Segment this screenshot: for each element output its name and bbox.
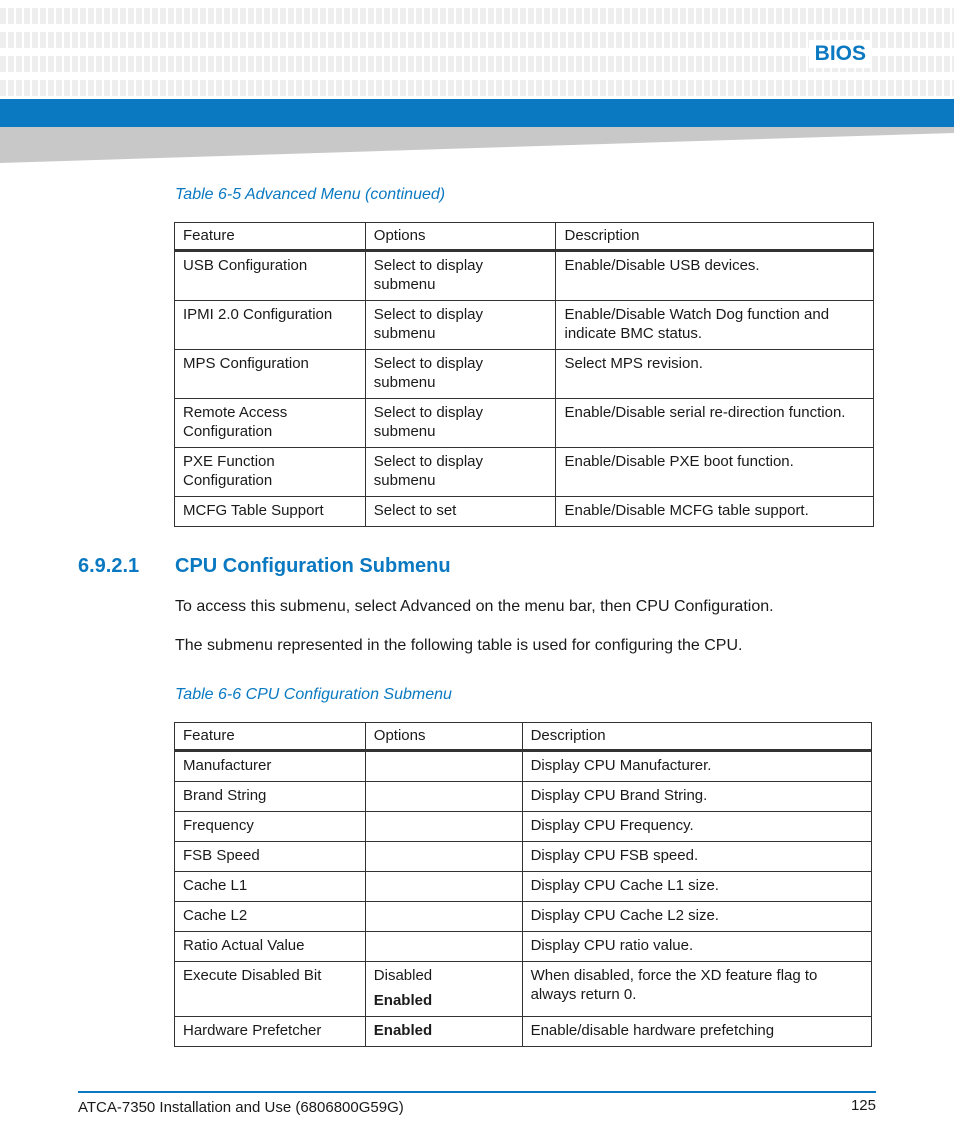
options-cell — [365, 932, 522, 962]
table-row — [175, 812, 872, 842]
feature-cell: MCFG Table Support — [175, 497, 366, 527]
table-header-row — [175, 723, 872, 751]
options-cell — [365, 448, 556, 497]
option-value: Select to display submenu — [373, 306, 484, 342]
table-row — [175, 399, 874, 448]
table-header-row — [175, 223, 874, 251]
feature-cell: MPS Configuration — [175, 350, 366, 399]
table-row — [175, 902, 872, 932]
table-row — [175, 872, 872, 902]
feature-cell: Manufacturer — [175, 751, 366, 782]
feature-cell: USB Configuration — [175, 251, 366, 301]
table-row — [175, 751, 872, 782]
option-value: Select to display submenu — [373, 404, 484, 440]
table-row — [175, 962, 872, 1017]
options-cell — [365, 350, 556, 399]
option-value: Select to display submenu — [373, 257, 484, 293]
description-cell: Display CPU Cache L1 size. — [522, 872, 871, 902]
feature-cell: Cache L1 — [175, 872, 366, 902]
chapter-label: BIOS — [809, 40, 872, 68]
feature-cell: FSB Speed — [175, 842, 366, 872]
advanced-menu-table — [174, 222, 874, 527]
description-cell: Enable/Disable MCFG table support. — [556, 497, 874, 527]
option-value: Enabled — [373, 1022, 433, 1039]
options-cell — [365, 751, 522, 782]
option-value: Disabled — [373, 967, 433, 984]
feature-cell: Cache L2 — [175, 902, 366, 932]
options-cell — [365, 842, 522, 872]
footer-document-title: ATCA-7350 Installation and Use (6806800G59G) — [78, 1099, 404, 1116]
table-row — [175, 350, 874, 399]
feature-cell: Frequency — [175, 812, 366, 842]
option-value: Select to display submenu — [373, 355, 484, 391]
table-row — [175, 251, 874, 301]
column-header: Options — [365, 223, 556, 251]
description-cell: Display CPU Cache L2 size. — [522, 902, 871, 932]
description-cell: Select MPS revision. — [556, 350, 874, 399]
table-row — [175, 842, 872, 872]
table-row — [175, 497, 874, 527]
description-cell: Enable/Disable Watch Dog function and indicate BMC status. — [556, 301, 874, 350]
description-cell: Enable/disable hardware prefetching — [522, 1017, 871, 1047]
column-header: Feature — [175, 723, 366, 751]
option-value: Enabled — [373, 992, 433, 1009]
column-header: Options — [365, 723, 522, 751]
options-cell — [365, 962, 522, 1017]
options-cell — [365, 812, 522, 842]
column-header: Description — [522, 723, 871, 751]
paragraph: To access this submenu, select Advanced on the menu bar, then CPU Configuration. — [175, 598, 774, 615]
page-number: 125 — [850, 1097, 876, 1114]
feature-cell: Brand String — [175, 782, 366, 812]
section-heading — [78, 555, 451, 578]
options-cell — [365, 301, 556, 350]
header-wedge — [0, 127, 954, 165]
section-title: CPU Configuration Submenu — [175, 555, 451, 577]
description-cell: Display CPU Manufacturer. — [522, 751, 871, 782]
table-row — [175, 301, 874, 350]
option-value: Select to display submenu — [373, 453, 484, 489]
options-cell — [365, 872, 522, 902]
option-value: Select to set — [373, 502, 457, 519]
options-cell — [365, 399, 556, 448]
feature-cell: Execute Disabled Bit — [175, 962, 366, 1017]
feature-cell: IPMI 2.0 Configuration — [175, 301, 366, 350]
description-cell: Display CPU Frequency. — [522, 812, 871, 842]
options-cell — [365, 902, 522, 932]
section-number: 6.9.2.1 — [78, 555, 140, 577]
table-row — [175, 1017, 872, 1047]
feature-cell: PXE Function Configuration — [175, 448, 366, 497]
cpu-configuration-table — [174, 722, 872, 1047]
table-caption: Table 6-6 CPU Configuration Submenu — [175, 686, 452, 703]
options-cell — [365, 1017, 522, 1047]
options-cell — [365, 497, 556, 527]
feature-cell: Hardware Prefetcher — [175, 1017, 366, 1047]
description-cell: Display CPU FSB speed. — [522, 842, 871, 872]
table-row — [175, 448, 874, 497]
footer-rule — [78, 1091, 876, 1093]
table-caption: Table 6-5 Advanced Menu (continued) — [175, 186, 446, 203]
description-cell: Enable/Disable serial re-direction function. — [556, 399, 874, 448]
feature-cell: Remote Access Configuration — [175, 399, 366, 448]
column-header: Feature — [175, 223, 366, 251]
table-row — [175, 782, 872, 812]
description-cell: Enable/Disable PXE boot function. — [556, 448, 874, 497]
description-cell: Display CPU Brand String. — [522, 782, 871, 812]
description-cell: When disabled, force the XD feature flag to always return 0. — [522, 962, 871, 1017]
feature-cell: Ratio Actual Value — [175, 932, 366, 962]
column-header: Description — [556, 223, 874, 251]
options-cell — [365, 782, 522, 812]
description-cell: Display CPU ratio value. — [522, 932, 871, 962]
description-cell: Enable/Disable USB devices. — [556, 251, 874, 301]
table-row — [175, 932, 872, 962]
paragraph: The submenu represented in the following table is used for configuring the CPU. — [175, 637, 743, 654]
options-cell — [365, 251, 556, 301]
header-band — [0, 99, 954, 127]
